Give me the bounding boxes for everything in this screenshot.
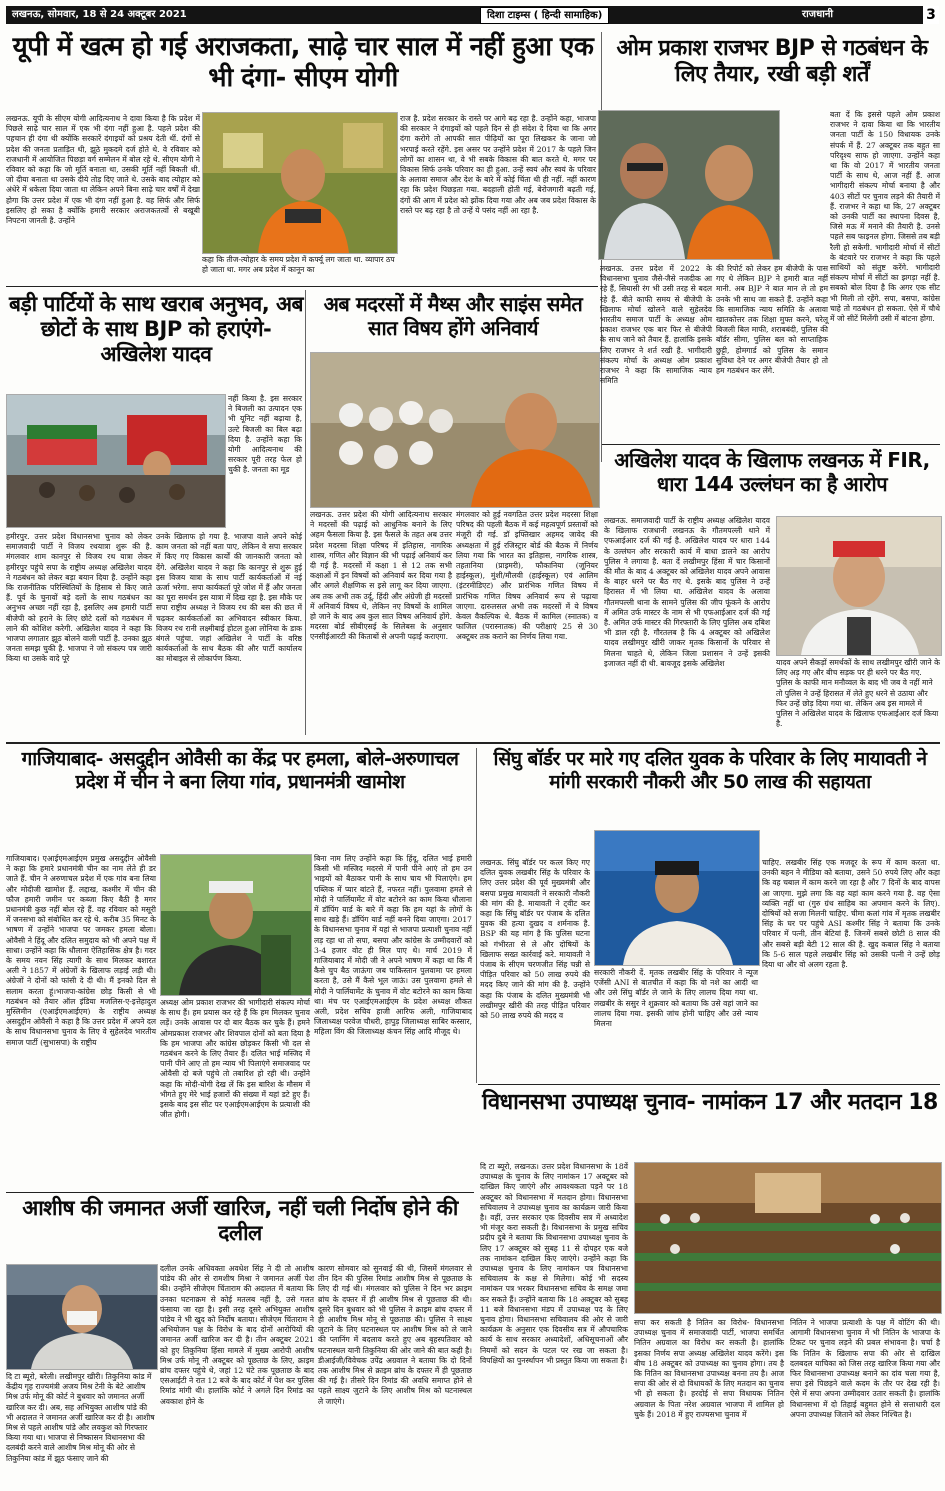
article-rajbhar-body-3: बता दें कि इससे पहले ओम प्रकाश राजभर ने दावा किया था कि भारतीय जनता पार्टी के 150 विधायक उनके संपर्क में हैं. 27 अक्टूबर तक बहुत सा परिदृश्य साफ हो जाएगा. उन्होंने कहा था कि वो 2017 में भारतीय जनता पार्टी के साथ थे, आज नहीं हैं. आज भागीदारी संकल्प मोर्चा बनाया है और 403 सीटों पर चुनाव लड़ने की तैयारी में हैं. राजभर ने कहा था कि, 27 अक्टूबर को उनकी पार्टी का स्थापना दिवस है, जिसे मऊ में मनाने की तैयारी है. उनसे पहले सब फाइनल होगा. जिससे तब बड़ी रैली हो सकेगी. भागीदारी मोर्चा में सीटों के बंटवारे पर राजभर ने कहा कि पहले साथियों को संतुष्ट करेंगे. भागीदारी संकल्प मोर्चा में सीटों का झगड़ा नहीं है. सबको बोल दिया है कि अगर एक सीट भी मिली तो रहेंगे. सपा, बसपा, कांग्रेस चाहे तो गठबंधन हो सकता. ऐसे में चौथे में जो सीटें मिलेंगी उसी में बांटना होगा. [830,110,940,324]
publication-name: दिशा टाइम्स ( हिन्दी सामाहिक) [480,7,609,24]
headline-akhilesh-fir: अखिलेश यादव के खिलाफ लखनऊ में FIR, धारा 144 उल्लंघन का है आरोप [614,448,930,496]
section-name: राजधानी [802,9,833,20]
headline-madrasa: अब मदरसों में मैथ्स और साइंस समेत सात विषय होंगे अनिवार्य [323,292,583,340]
section-rule [478,1084,940,1085]
page-number: 3 [923,6,939,24]
article-akhilesh-body-side: नहीं किया है. इस सरकार ने बिजली का उत्पादन एक भी यूनिट नहीं बढ़ाया है, उल्टे बिजली का बिल बढ़ा दिया है. उन्होंने कहा कि योगी आदित्यनाथ की सरकार पूरी तरह फेल हो चुकी है. जनता का मूड [228,394,302,475]
article-akhilesh-body-1: हमीरपुर. उत्तर प्रदेश विधानसभा चुनाव को लेकर समाजवादी पार्टी ने विजय रथयात्रा शुरू की है. मंगलवार शाम कानपुर से विजय रथ यात्रा लेकर हमीरपुर पहुंचे सपा के राष्ट्रीय अध्यक्ष अखिलेश यादव ने गठबंधन को लेकर बड़ा बयान दिया है. उन्होंने कहा कि राजनीतिक परिस्थितियों के हिसाब से किए जाते हैं. पूर्व के चुनावों बड़े दलों के साथ गठबंधन का अनुभव अच्छा नहीं रहा है, इसलिए अब हमारी पार्टी बीजेपी को हराने के लिए छोटे दलों को गठबंधन में लाने की कोशिश करेगी. अखिलेश यादव ने कहा कि भाजपा लगातार झूठ बोलने वाली पार्टी है. उनका झूठ जनता समझ चुकी है. भाजपा ने जो संकल्प पत्र जारी किया था उसके वादे पूरे [6,532,152,664]
headline-ashish: आशीष की जमानत अर्जी खारिज, नहीं चली निर्दोष होने की दलील [22,1196,458,1246]
section-rule [602,444,940,445]
headline-akhilesh: बड़ी पार्टियों के साथ खराब अनुभव, अब छोटों के साथ BJP को हराएंगे- अखिलेश यादव [8,292,304,367]
article-yogi-body-1: लखनऊ. यूपी के सीएम योगी आदित्यनाथ ने दावा किया है कि प्रदेश में पिछले साढ़े चार साल में एक भी दंगा नहीं हुआ है. पहले प्रदेश की पहचान ही दंगा थी क्योंकि सरकारें दंगाइयों को प्रश्रय देती थीं. दंगों से प्रदेश की जनता प्रताड़ित थी, झूठे मुकदमे दर्ज होते थे. वे रविवार को राजधानी में आयोजित पिछड़ा वर्ग सम्मेलन में बोल रहे थे. सीएम योगी ने रविवार को कहा कि जो मूर्ति बनाता था, उसकी मूर्ति नहीं बिकती थी. जो दीया बनाता था उसके दीये तोड़ दिए जाते थे. उसके बाद त्योहार को अंधेरे में धकेला दिया जाता था लेकिन अपने बिना साढ़े चार वर्षों में देखा होगा कि उत्तर प्रदेश में एक भी दंगा नहीं हुआ है. वह सिर्फ और सिर्फ इसलिए हो सका है क्योंकि हमारी सरकार अराजकतत्वों से बखूबी निपटना जानती है. उन्होंने [6,114,200,226]
article-akhilesh-body-2: उनके खिलाफ हो गया है. भाजपा वाले अपने कोई काम जनता को नहीं बता पाए, लेकिन वे सपा सरकार में किए गए विकास कार्यों की जानकारी जनता को देंगे. अखिलेश यादव ने कहा कि कानपुर से शुरू हुई इस विजय यात्रा के साथ पार्टी कार्यकर्ताओं में नई ऊर्जा भरेगा. सपा कार्यकर्ता पूरे जोश में हैं और जनता का पूरा समर्थन इस यात्रा में दिख रहा है. इस मौके पर सपा राष्ट्रीय अध्यक्ष ने विजय रथ की बस की छत में चढ़कर कार्यकर्ताओं का अभिवादन स्वीकार किया. विजय रथ रानी लक्ष्मीबाई होटल हुआ लोनिया के डाक बंगले पहुंचा. जहां अखिलेश ने पार्टी के वरिष्ठ कार्यकर्ताओं के साथ बैठक की और पार्टी कार्यालय का मोबाइल से लोकार्पण किया. [156,532,302,664]
article-rajbhar-body-2: की रिपोर्ट को लेकर हम बीजेपी के पास गए थे लेकिन BJP ने हमारी बात नहीं मानी. अब BJP ने बात मान ले तो हम उनके भी साथ जा सकते हैं. उन्होंने कहा कि सामाजिक न्याय समिति के अलावा खातकोत्तर तक शिक्षा मुफ्त करने, घरेलू बिजली बिल माफी, शराबबंदी, पुलिस की बॉर्डर सीमा, पुलिस बल को साप्ताहिक छुट्टी, होमगार्ड को पुलिस के समान सुविधा देने पर अगर बीजेपी तैयार हो तो हम गठबंधन कर लेंगे. [716,264,828,376]
article-owaisi-body-3: बिना नाम लिए उन्होंने कहा कि हिंदू, दलित भाई हमारी किसी भी मस्जिद मदरसे में पानी पीने आएं तो हम उन भाइयों को बैठाकर पानी के साथ चाय भी पिलाएंगे। हम पब्लिक में प्यार बांटते हैं, नफरत नहीं। पुलवामा हमले से मोदी ने पार्लियामेंट में वोट बटोरने का काम किया धौलाना में डॉपिंग यार्ड के बारे में कहा कि हम यहां के लोगों के साथ खड़े हैं। डॉपिंग यार्ड नहीं बनने दिया जाएगा। 2017 के विधानसभा चुनाव में यहां से भाजपा प्रत्याशी चुनाव नहीं लड़ रहा था तो सपा, बसपा और कांग्रेस के उम्मीदवारों को 3-4 हजार वोट ही मिल पाए थे। मार्च 2019 में गाजियाबाद में मोदी जी ने अपने भाषण में कहा था कि मैं कैसे चुप बैठ जाऊंगा जब पाकिस्तान पुलवामा पर हमला करता है, उसे मैं कैसे भूल जाऊं। उस पुलवामा हमले से मोदी ने पार्लियामेंट के चुनाव में वोट बटोरने का काम किया था। मंच पर एआईएमआईएम के प्रदेश अध्यक्ष शौकत अली, प्रदेश सचिव हाजी आरिफ अली, गाजियाबाद जिलाध्यक्ष परवेज चौधरी, हापुड़ जिलाध्यक्ष साबिर कस्सार, महिला विंग की जिलाध्यक्ष कंचन सिंह आदि मौजूद थे। [314,854,472,1037]
article-deputy-speaker-body-3: नितिन ने भाजपा प्रत्याशी के पक्ष में वोटिंग की थी। आगामी विधानसभा चुनाव में भी नितिन के भाजपा के टिकट पर चुनाव लड़ने की प्रबल संभावना है। चर्चा है कि नितिन के खिलाफ सपा की ओर से दाखिल दलबदल याचिका को जिस तरह खारिज किया गया और फिर विधानसभा उपाध्यक्ष बनाने का दांव चला गया है, सपा इसे पिछड़ने वाले कदम के तौर पर देख रही है। ऐसे में सपा अपना उम्मीदवार उतार सकती है। हालांकि विधानसभा में दो तिहाई बहुमत होने से सत्ताधारी दल अपना उपाध्यक्ष जिताने को लेकर निश्चित है। [790,1318,940,1419]
article-owaisi-body-2: अध्यक्ष ओम प्रकाश राजभर की भागीदारी संकल्प मोर्चा के साथ हैं। हम प्रयास कर रहे हैं कि हम मिलकर चुनाव लड़ें। उनके आवास पर दो बार बैठक कर चुके हैं। हमने ओमप्रकाश राजभर और शिवपाल दोनों को बता दिया है कि हम भाजपा और कांग्रेस छोड़कर किसी भी दल से गठबंधन करने के लिए तैयार हैं। दलित भाई मस्जिद में पानी पीने आए तो हम न्याय भी पिलाएंगे समाजवाद पर ओवैसी दो बजे पहुंचे तो तबारिश हो रही थी। उन्होंने कहा कि मोदी-योगी देख लें कि इस बारिश के मौसम में भीगते हुए मेरे भाई हजारों की संख्या में यहां डटे हुए हैं। इसके बाद इस सीट पर एआईएमआईएम के प्रत्याशी की जीत होगी। [160,998,310,1120]
column-divider [305,290,306,735]
photo-yogi-adityanath [202,112,398,254]
article-ashish-body-2: दलील उनके अधिवक्ता अवधेश सिंह ने दी तो आशीष पांडेय की ओर से रामशीष मिश्रा ने जमानत अर्जी पेश की। उन्होंने सीजेएम चिंताराम की अदालत में बताया कि उनका घटनाक्रम से कोई मतलब नहीं है, उसे गलत फंसाया जा रहा है। इसी तरह दूसरे अभियुक्त आशीष पांडेय ने भी खुद को निर्दोष बताया। सीजेएम चिंताराम ने अभियोजन पक्ष के विरोध के बाद दोनों आरोपियों की जमानत अर्जी खारिज कर दी है। तीन अक्टूबर 2021 को हुए तिकुनिया हिंसा मामले में मुख्य आरोपी आशीष मिश्र उर्फ मोनू नौ अक्टूबर को पूछताछ के लिए, क्राइम ब्रांच दफ्तर पहुंचे थे, जहां 12 घंटे तक पूछताछ के बाद एसआईटी ने रात 12 बजे के बाद कोर्ट में पेश कर पुलिस रिमांड मांगी थी। हालांकि कोर्ट ने अगले दिन रिमांड का अवकाश होने के [160,1264,314,1406]
issue-date: लखनऊ, सोमवार, 18 से 24 अक्टूबर 2021 [12,9,187,20]
photo-akhilesh-yadav [776,516,942,656]
headline-deputy-speaker: विधानसभा उपाध्यक्ष चुनाव- नामांकन 17 और मतदान 18 [482,1090,938,1115]
photo-caption-akhilesh-fir: यादव अपने सैकड़ों समर्थकों के साथ लखीमपुर खीरी जाने के लिए अड़ गए और बीच सड़क पर ही धरने पर बैठ गए. पुलिस के काफी मान मनौव्वल के बाद भी जब वे नहीं माने तो पुलिस ने उन्हें हिरासत में लेते हुए धरने से उठाया और फिर उन्हें छोड़ दिया गया था. लेकिन अब इस मामले में पुलिस ने अखिलेश यादव के खिलाफ एफआईआर दर्ज किया है. [776,658,940,729]
article-madrasa-body-2: मंगलवार को हुई नवगठित उत्तर प्रदेश मदरसा शिक्षा परिषद की पहली बैठक में कई महत्वपूर्ण प्रस्तावों को मंजूरी दी गई. डॉ इफ्तिखार अहमद जावेद की अध्यक्षता में हुई रजिस्ट्रार बोर्ड की बैठक में निर्णय लिया गया कि भारत का इतिहास, नागरिक शास्त्र, तहतानिया (प्राइमरी), फौकानिया (जूनियर हाईस्कूल), मुंशी/मौलवी (हाईस्कूल) एवं आलिम (इंटरमीडिएट) और प्रारंभिक गणित विषय में प्रारंभिक गणित विषय अनिवार्य रूप से पढ़ाया जाएगा. दारुलसल अभी तक मदरसों में ये विषय केवल वैकल्पिक थे. बैठक में कामिल (स्नातक) व फाजिल (परास्नातक) की परीक्षाएं 25 से 30 अक्टूबर तक कराने का निर्णय लिया गया. [456,510,598,642]
article-deputy-speaker-body-1: दि टा ब्यूरो, लखनऊ। उत्तर प्रदेश विधानसभा के 18वें उपाध्यक्ष के चुनाव के लिए नामांकन 17 अक्टूबर को दाखिल किए जाएंगे और आवश्यकता पड़ने पर 18 अक्टूबर को विधानसभा में मतदान होगा। विधानसभा सचिवालय ने उपाध्यक्ष चुनाव का कार्यक्रम जारी किया है। वहीं, उत्तर सरकार एक दिवसीय सत्र में अध्यादेश भी मंजूर करा सकती है। विधानसभा के प्रमुख सचिव प्रदीप दुबे ने बताया कि विधानसभा उपाध्यक्ष चुनाव के लिए 17 अक्टूबर को सुबह 11 से दोपहर एक बजे तक नामांकन दाखिल किए जाएंगे। उन्होंने कहा कि उपाध्यक्ष चुनाव के लिए नामांकन पत्र विधानसभा सचिवालय के कक्ष से मिलेगा। कोई भी सदस्य नामांकन पत्र भरकर विधानसभा सचिव के समक्ष जमा कर सकते हैं। उन्होंने बताया कि 18 अक्टूबर को सुबह 11 बजे विधानसभा मंडप में उपाध्यक्ष पद के लिए चुनाव होगा। विधानसभा सचिवालय की ओर से जारी कार्यक्रम के अनुसार एक दिवसीय सत्र में औपचारिक कार्य के साथ सरकार अध्यादेशों, अधिसूचनाओं और नियमों को सदन के पटल पर रख जा सकता है। विपक्षियों का पुनर्स्थापन भी प्रस्तुत किया जा सकता है। [480,1162,628,1365]
article-deputy-speaker-body-2: सपा कर सकती है नितिन का विरोध- विधानसभा उपाध्यक्ष चुनाव में समाजवादी पार्टी, भाजपा समर्थित नितिन अग्रवाल का विरोध कर सकती है। हालांकि इसका निर्णय सपा अध्यक्ष अखिलेश यादव करेंगे। इस बीच 18 अक्टूबर को उपाध्यक्ष का चुनाव होगा। तय है कि नितिन का विधानसभा उपाध्यक्ष बनना तय है। आज सपा की ओर से दो विधायकों के लिए मतदान का चुनाव भी हो सकता है। हरदोई से सपा विधायक नितिन अग्रवाल के पिता नरेश अग्रवाल भाजपा में शामिल हो चुके हैं। 2018 में हुए राज्यसभा चुनाव में [634,1318,784,1419]
column-divider [476,748,477,1083]
photo-vidhan-sabha-assembly [634,1162,942,1314]
photo-madrasa-classroom [310,352,600,508]
photo-mayawati [594,830,760,966]
article-ashish-body-3: कारण सोमवार को सुनवाई की थी, जिसमें मंगलवार से तीन दिन की पुलिस रिमांड आशीष मिश्र से पूछताछ के लिए दी गई थी। मंगलवार को पुलिस ने दिन भर क्राइम ब्रांच के दफ्तर में ही आशीष मिश्र से पूछताछ की थी। दूसरे दिन बुधवार को भी पुलिस ने क्राइम ब्रांच दफ्तर में ही आशीष मिश्र मोनू से पूछताछ की। पुलिस ने साक्ष्य जुटाने के लिए घटनास्थल पर आशीष मिश्र को ले जाने की प्लानिंग में बदलाव करते हुए अब बृहस्पतिवार को घटनास्थल यानी तिकुनिया की ओर जाने की बात कही है। डीआईजी/विवेचक उपेंद्र अग्रवाल ने बताया कि दो दिनों तक आशीष मिश्र से क्राइम ब्रांच के दफ्तर में ही पूछताछ की गई है। तीसरे दिन रिमांड की अवधि समाप्त होने से पहले साक्ष्य जुटाने के लिए आशीष मिश्र को घटनास्थल ले जाएंगे। [318,1264,472,1406]
section-rule [6,1192,474,1193]
headline-rajbhar: ओम प्रकाश राजभर BJP से गठबंधन के लिए तैयार, रखी बड़ी शर्तें [616,36,928,88]
headline-yogi: यूपी में खत्म हो गई अराजकता, साढ़े चार साल में नहीं हुआ एक भी दंगा- सीएम योगी [12,32,594,94]
section-rule [6,286,598,287]
article-yogi-body-2: राज है. प्रदेश सरकार के रास्ते पर आगे बढ़ रहा है. उन्होंने कहा, भाजपा की सरकार ने दंगाइयों को पहले दिन से ही संदेश दे दिया था कि अगर दंगा करोगे तो आपकी सात पीढ़ियों का पूरा लिखकर के जाना जो भरपाई करते रहेंगे. इस असर पर उन्होंने प्रदेश में 2017 के पहले जिन लोगों का शासन था, वे भी सबके विकास की बात करते थे. मगर पर विकास सिर्फ उनके परिवार का ही हुआ. उन्हें स्वयं और स्वयं के परिवार के अलावा समाज और देश के बारे में कोई चिंता थी ही नहीं. नहीं कारण रहा कि प्रदेश पिछड़ता गया. बदहाली होती गई, बेरोजगारी बढ़ती गई, दंगों की आग में प्रदेश को झोंक दिया गया और अब जब प्रदेश विकास के रास्ते पर बढ़ रहा है तो उन्हें ये पसंद नहीं आ रहा है. [400,114,596,215]
article-mayawati-body-1: लखनऊ. सिंघु बॉर्डर पर कत्ल किए गए दलित युवक लखबीर सिंह के परिवार के लिए उत्तर प्रदेश की पूर्व मुख्यमंत्री और बसपा प्रमुख मायावती ने सरकारी नौकरी की मांग की है. मायावती ने ट्वीट कर कहा कि सिंघु बॉर्डर पर पंजाब के दलित युवक की हत्या दुखद व शर्मनाक है. BSP की यह मांग है कि पुलिस घटना को गंभीरता से ले और दोषियों के खिलाफ सख्त कार्रवाई करे. मायावती ने पंजाब के सीएम चरणजीत सिंह चन्नी से पीड़ित परिवार को 50 लाख रुपये की मदद किए जाने की मांग की है. उन्होंने कहा कि पंजाब के दलित मुख्यमंत्री भी लखीमपुर खीरी की तरह पीड़ित परिवार को 50 लाख रुपये की मदद व [480,858,590,1021]
headline-mayawati: सिंघु बॉर्डर पर मारे गए दलित युवक के परिवार के लिए मायावती ने मांगी सरकारी नौकरी और 50 लाख की सहायता [493,748,927,793]
photo-ashish-mishra [6,1264,158,1370]
page-header [6,6,939,24]
section-rule [6,742,940,744]
headline-owaisi: गाजियाबाद- असदुद्दीन ओवैसी का केंद्र पर हमला, बोले-अरुणाचल प्रदेश में चीन ने बना लिया गांव, प्रधानमंत्री खामोश [21,748,459,793]
article-mayawati-body-2: सरकारी नौकरी दें. मृतक लखबीर सिंह के परिवार ने न्यूज एजेंसी ANI से बातचीत में कहा कि वो नशे का आदी था और उसे सिंघु बॉर्डर ले जाने के लिए लालच दिया गया था. लखबीर के ससुर ने शुक्रवार को बताया कि उसे वहां जाने का लालच दिया गया. इसकी जांच होनी चाहिए और उसे न्याय मिलना [594,968,758,1029]
photo-caption-yogi: कहा कि तीज-त्योहार के समय प्रदेश में कर्फ्यू लग जाता था. व्यापार ठप हो जाता था. मगर अब प्रदेश में कानून का [202,255,395,275]
photo-asaduddin-owaisi [160,854,312,996]
article-ashish-body-1: दि टा ब्यूरो, बरेली। लखीमपुर खीरी। तिकुनिया कांड में केंद्रीय गृह राज्यमंत्री अजय मिश्र टेनी के बेटे आशीष मिश्र उर्फ मोनू की कोर्ट ने बुधवार को जमानत अर्जी खारिज कर दी। अब, सह अभियुक्त आशीष पांडे की भी अदालत ने जमानत अर्जी खारिज कर दी है। आशीष मिश्र से पहले आशीष पांडे और लवकुश को गिरफ्तार किया गया था। भाजपा से निष्कासन विधानसभा की दलबंदी करने वाले आशीष मिश्र मोनू की ओर से तिकुनिया कांड में झूठ फंसाए जाने की [6,1372,155,1463]
photo-rajbhar-yogi [598,110,780,260]
article-rajbhar-body-1: लखनऊ. उत्तर प्रदेश में 2022 के विधानसभा चुनाव जैसे-जैसे नजदीक आ रहे हैं, सियासी रंग भी उसी तरह से बदल रहे हैं. बीते काफी समय से बीजेपी के खिलाफ मोर्चा खोलने वाले सुहेलदेव भारतीय समाज पार्टी के अध्यक्ष ओम प्रकाश राजभर एक बार फिर से बीजेपी के साथ जाने को तैयार हैं. हालांकि इसके लिए राजभर ने शर्त रखी है. भागीदारी संकल्प मोर्चा के अध्यक्ष ओम प्रकाश राजभर ने कहा कि सामाजिक न्याय समिति [600,264,712,386]
photo-akhilesh-rally [6,394,226,528]
article-mayawati-body-3: चाहिए. लखबीर सिंह एक मजदूर के रूप में काम करता था. उनकी बहन ने मीडिया को बताया, उसने 50 रुपये लिए और कहा कि वह चबाल में काम करने जा रहा है और 7 दिनों के बाद वापस आ जाएगा. मुझे लगा कि वह यहां काम करने गया है. वह ऐसा व्यक्ति नहीं था (गुरु ग्रंथ साहिब का अपमान करने के लिए). दोषियों को सजा मिलनी चाहिए. चीमा कलां गांव में मृतक लखबीर सिंह के घर पर पहुंचे ASI कश्मीर सिंह ने बताया कि उनके परिवार में पत्नी, तीन बेटियां हैं. जिनमें सबसे छोटी 8 साल की और सबसे बड़ी बेटी 12 साल की है. खुद कबाल सिंह ने बताया कि 5-6 साल पहले लखबीर सिंह को उसकी पत्नी ने उन्हें छोड़ दिया था और वो अलग रहता है. [762,858,940,970]
article-akhilesh-fir-body: लखनऊ. समाजवादी पार्टी के राष्ट्रीय अध्यक्ष अखिलेश यादव के खिलाफ राजधानी लखनऊ के गौतमपल्ली थाने में एफआईआर दर्ज की गई है. अखिलेश यादव पर धारा 144 के उल्लंघन और सरकारी कार्य में बाधा डालने का आरोप पुलिस ने लगाया है. बता दें लखीमपुर हिंसा में चार किसानों की मौत के बाद 4 अक्टूबर को अखिलेश यादव अपने आवास के बाहर धरने पर बैठ गए थे. इसके बाद पुलिस ने उन्हें हिरासत में भी लिया था. अखिलेश यादव के अलावा गौतमपल्ली थाना के सामने पुलिस की जीप फूंकने के आरोप में अमित उर्फ मास्टर के नाम से भी एफआईआर दर्ज की गई है. अमित उर्फ मास्टर की गिरफ्तारी के लिए पुलिस अब दबिश भी डाल रही है. गौरतलब है कि 4 अक्टूबर को अखिलेश यादव लखीमपुर खीरी जाकर मृतक किसानों के परिवार से मिलना चाहते थे, लेकिन जिला प्रशासन ने उन्हें इसकी इजाजत नहीं दी थी. बावजूद इसके अखिलेश [604,516,770,668]
article-owaisi-body-1: गाजियाबाद। एआईएमआईएम प्रमुख असदुद्दीन ओवैसी ने कहा कि हमारे प्रधानमंत्री चीन का नाम लेते ही डर जाते हैं. चीन ने अरुणाचल प्रदेश में एक गांव बना लिया और मोदीजी खामोश हैं. लद्दाख, कश्मीर में चीन की फौज हमारी जमीन पर कब्जा किए बैठी है मगर प्रधानमंत्री कुछ नहीं बोल रहे हैं. वह रविवार को मसूरी में जनसभा को संबोधित कर रहे थे. करीब 35 मिनट के भाषण में उन्होंने भाजपा पर जमकर हमला बोला। ओवैसी ने हिंदू और दलित समुदाय को भी अपने पक्ष में साधा। उन्होंने कहा कि धौलाना ऐतिहासिक क्षेत्र है। गदर के समय नवन सिंह त्यागी के साथ मिलकर बशारत अली ने 1857 में अंग्रेजों के खिलाफ लड़ाई लड़ी थी। अंग्रेजों ने दोनों को फांसी दे दी थी। मैं इनको दिल से सलाम करता हूं।भाजपा-कांग्रेस छोड़ किसी से भी गठबंधन को तैयार ऑल इंडिया मजलिस-ए-इत्तेहादुल मुस्लिमीन (एआईएमआईएम) के राष्ट्रीय अध्यक्ष असदुद्दीन ओवैसी ने कहा है कि उत्तर प्रदेश में अपने दल के साथ विधानसभा चुनाव के लिए वे सुहेलदेव भारतीय समाज पार्टी (सुभासपा) के राष्ट्रीय [6,854,157,1047]
article-madrasa-body-1: लखनऊ. उत्तर प्रदेश की योगी आदित्यनाथ सरकार ने मदरसों की पढ़ाई को आधुनिक बनाने के लिए अहम फैसला किया है. इस फैसले के तहत अब उत्तर प्रदेश मदरसा शिक्षा परिषद में इतिहास, नागरिक शास्त्र, गणित और विज्ञान की भी पढ़ाई अनिवार्य कर दी गई है. मदरसों में कक्षा 1 से 12 तक सभी कक्षाओं में इन विषयों को अनिवार्य कर दिया गया है और अगले शैक्षणिक स इसे लागू कर दिया जाएगा. अब तक अभी तक उर्दू, हिंदी और अंग्रेजी ही मदरसों में अनिवार्य विषय थे, लेकिन नए विषयों के शामिल हो जाने के बाद अब कुल सात विषय अनिवार्य होंगे. मदरसा बोर्ड सीबीएसई के सिलेबस के अनुसार एनसीईआरटी की किताबों से अपनी पढ़ाई कराएगा. [310,510,452,642]
